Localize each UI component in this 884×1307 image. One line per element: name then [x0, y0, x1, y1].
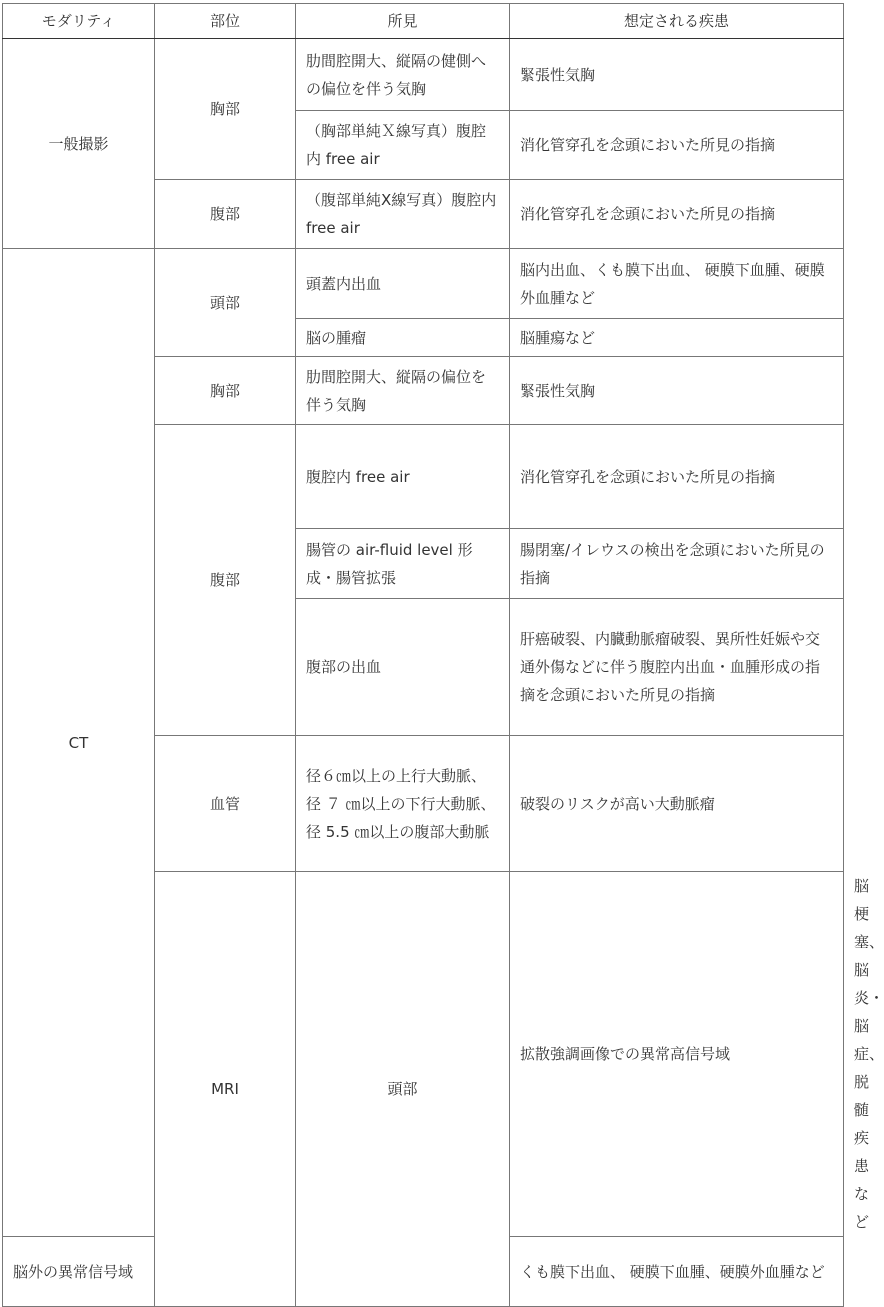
modality-cell-general: 一般撮影: [3, 39, 155, 249]
finding-cell: 頭蓋内出血: [296, 249, 510, 319]
finding-cell: 肋間腔開大、縦隔の偏位を伴う気胸: [296, 357, 510, 425]
disease-cell: 緊張性気胸: [510, 357, 844, 425]
header-finding: 所見: [296, 4, 510, 39]
part-cell-general-chest: 胸部: [155, 39, 296, 180]
disease-cell: 緊張性気胸: [510, 39, 844, 111]
finding-cell: （腹部単純X線写真）腹腔内 free air: [296, 180, 510, 249]
table-row: [3, 249, 844, 319]
modality-cell-ct: CT: [3, 249, 155, 1237]
finding-cell: 腹腔内 free air: [296, 425, 510, 529]
header-body-part: 部位: [155, 4, 296, 39]
disease-cell: 消化管穿孔を念頭においた所見の指摘: [510, 180, 844, 249]
modality-cell-mri: MRI: [155, 872, 296, 1307]
finding-cell: 腹部の出血: [296, 599, 510, 736]
finding-cell: 脳の腫瘤: [296, 319, 510, 357]
header-disease: 想定される疾患: [510, 4, 844, 39]
disease-cell: 消化管穿孔を念頭においた所見の指摘: [510, 111, 844, 180]
part-cell-general-abdomen: 腹部: [155, 180, 296, 249]
header-row: [3, 4, 844, 39]
disease-cell: 腸閉塞/イレウスの検出を念頭においた所見の指摘: [510, 529, 844, 599]
part-cell-ct-vessel: 血管: [155, 736, 296, 872]
part-cell-ct-chest: 胸部: [155, 357, 296, 425]
finding-cell: 肋間腔開大、縦隔の健側への偏位を伴う気胸: [296, 39, 510, 111]
part-cell-mri-head: 頭部: [296, 872, 510, 1307]
table-row: [3, 39, 844, 111]
header-modality: モダリティ: [3, 4, 155, 39]
finding-cell: 拡散強調画像での異常高信号域: [510, 872, 844, 1237]
finding-cell: 径６㎝以上の上行大動脈、径 ７ ㎝以上の下行大動脈、径 5.5 ㎝以上の腹部大動脈: [296, 736, 510, 872]
disease-cell: 消化管穿孔を念頭においた所見の指摘: [510, 425, 844, 529]
disease-cell: 脳内出血、くも膜下出血、 硬膜下血腫、硬膜外血腫など: [510, 249, 844, 319]
part-cell-ct-abdomen: 腹部: [155, 425, 296, 736]
findings-table: [2, 3, 884, 1307]
finding-cell: 脳外の異常信号域: [3, 1237, 155, 1307]
disease-cell: くも膜下出血、 硬膜下血腫、硬膜外血腫など: [510, 1237, 844, 1307]
table-row: MRI 頭部 拡散強調画像での異常高信号域 脳梗塞、脳炎・脳症、脱髄疾患など: [3, 872, 844, 1237]
disease-cell: 肝癌破裂、内臓動脈瘤破裂、異所性妊娠や交通外傷などに伴う腹腔内出血・血腫形成の指摘を念頭においた所見の指摘: [510, 599, 844, 736]
disease-cell: 脳腫瘍など: [510, 319, 844, 357]
part-cell-ct-head: 頭部: [155, 249, 296, 357]
finding-cell: 腸管の air-fluid level 形成・腸管拡張: [296, 529, 510, 599]
disease-cell: 破裂のリスクが高い大動脈瘤: [510, 736, 844, 872]
finding-cell: （胸部単純Ｘ線写真）腹腔内 free air: [296, 111, 510, 180]
